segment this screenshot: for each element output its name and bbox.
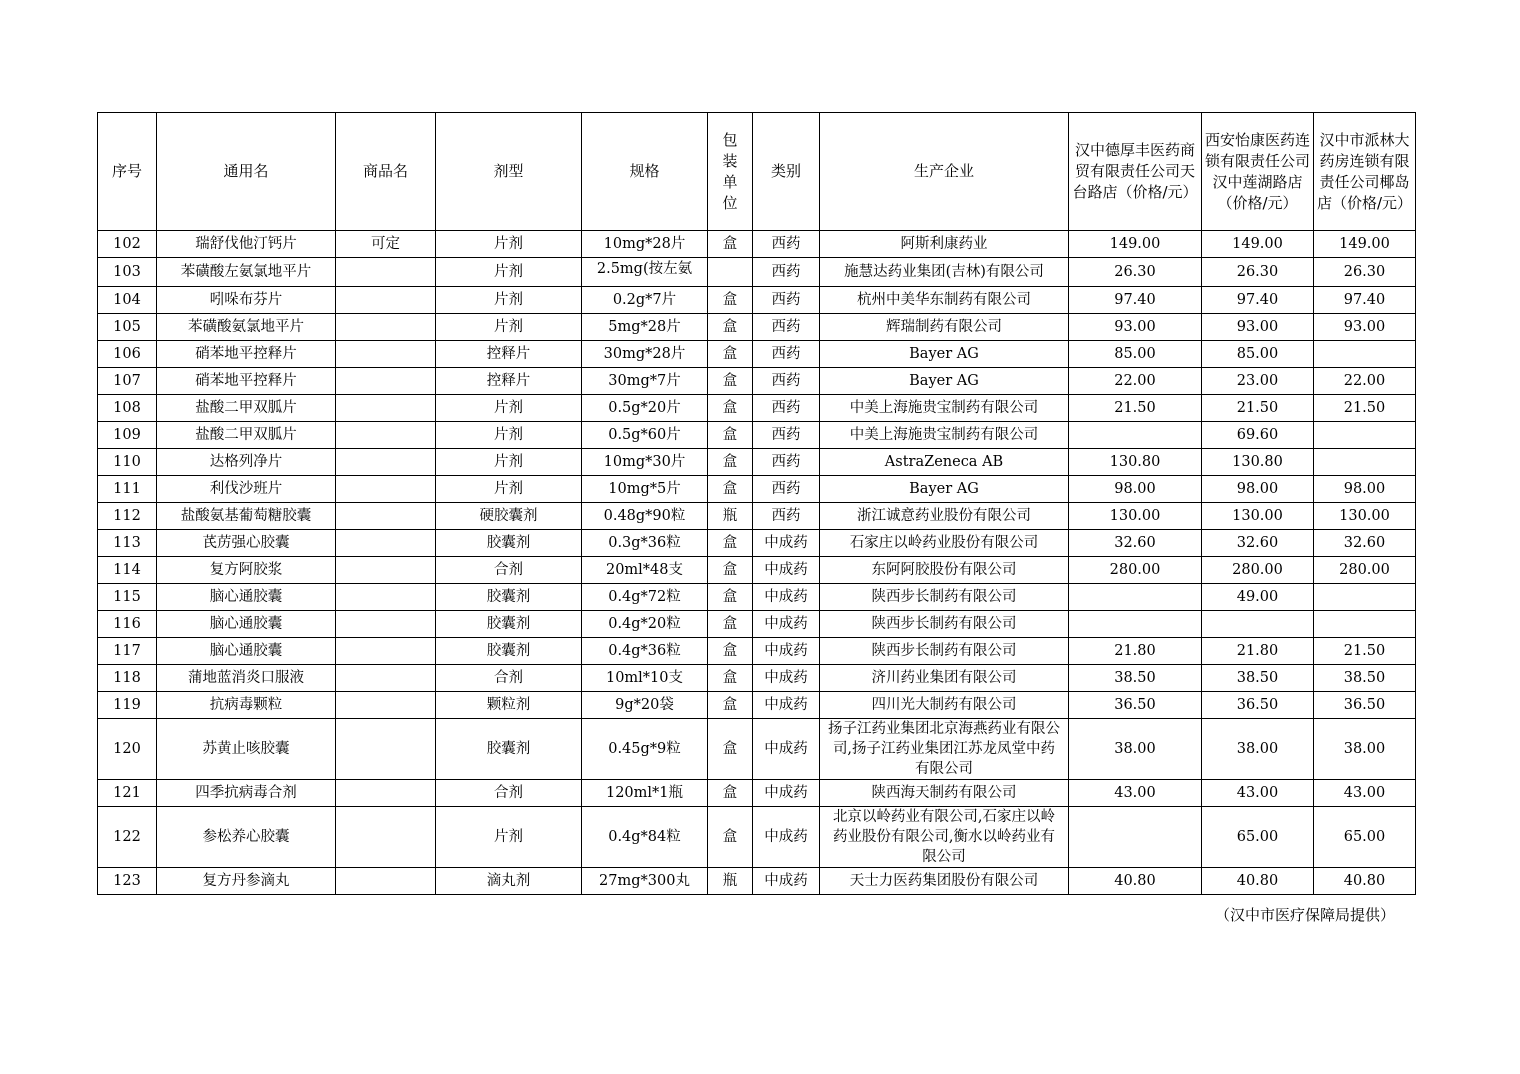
row-price-store-3: 32.60 bbox=[1314, 530, 1416, 557]
table-row bbox=[98, 868, 1416, 895]
row-price-store-1: 149.00 bbox=[1069, 231, 1202, 258]
row-unit: 盒 bbox=[708, 692, 753, 719]
row-trade-name bbox=[336, 341, 436, 368]
table-row bbox=[98, 341, 1416, 368]
row-price-store-1: 36.50 bbox=[1069, 692, 1202, 719]
row-category: 中成药 bbox=[753, 719, 820, 780]
row-unit: 盒 bbox=[708, 807, 753, 868]
row-price-store-3: 97.40 bbox=[1314, 287, 1416, 314]
row-trade-name bbox=[336, 611, 436, 638]
row-dosage-form: 片剂 bbox=[436, 287, 582, 314]
row-unit: 盒 bbox=[708, 422, 753, 449]
row-trade-name bbox=[336, 476, 436, 503]
row-generic-name: 脑心通胶囊 bbox=[157, 611, 336, 638]
row-price-store-3: 38.00 bbox=[1314, 719, 1416, 780]
table-row bbox=[98, 584, 1416, 611]
row-seq: 112 bbox=[98, 503, 157, 530]
row-seq: 106 bbox=[98, 341, 157, 368]
row-price-store-1 bbox=[1069, 584, 1202, 611]
header-store-3: 汉中市派林大药房连锁有限责任公司椰岛店（价格/元） bbox=[1314, 113, 1416, 231]
row-category: 西药 bbox=[753, 258, 820, 287]
row-price-store-2: 69.60 bbox=[1202, 422, 1314, 449]
row-generic-name: 抗病毒颗粒 bbox=[157, 692, 336, 719]
row-price-store-2: 98.00 bbox=[1202, 476, 1314, 503]
row-spec: 10mg*5片 bbox=[582, 476, 708, 503]
row-unit: 盒 bbox=[708, 611, 753, 638]
row-seq: 107 bbox=[98, 368, 157, 395]
row-generic-name: 苏黄止咳胶囊 bbox=[157, 719, 336, 780]
row-dosage-form: 硬胶囊剂 bbox=[436, 503, 582, 530]
row-seq: 123 bbox=[98, 868, 157, 895]
row-category: 中成药 bbox=[753, 780, 820, 807]
row-category: 中成药 bbox=[753, 584, 820, 611]
row-trade-name bbox=[336, 258, 436, 287]
row-price-store-1: 32.60 bbox=[1069, 530, 1202, 557]
row-seq: 103 bbox=[98, 258, 157, 287]
row-price-store-2: 280.00 bbox=[1202, 557, 1314, 584]
row-spec: 0.2g*7片 bbox=[582, 287, 708, 314]
table-row bbox=[98, 530, 1416, 557]
row-dosage-form: 片剂 bbox=[436, 314, 582, 341]
row-spec: 27mg*300丸 bbox=[582, 868, 708, 895]
row-manufacturer: 施慧达药业集团(吉林)有限公司 bbox=[820, 258, 1069, 287]
row-manufacturer: 北京以岭药业有限公司,石家庄以岭药业股份有限公司,衡水以岭药业有限公司 bbox=[820, 807, 1069, 868]
row-trade-name bbox=[336, 665, 436, 692]
table-row bbox=[98, 368, 1416, 395]
row-trade-name bbox=[336, 314, 436, 341]
row-trade-name bbox=[336, 584, 436, 611]
row-price-store-3: 36.50 bbox=[1314, 692, 1416, 719]
table-row bbox=[98, 231, 1416, 258]
row-generic-name: 盐酸氨基葡萄糖胶囊 bbox=[157, 503, 336, 530]
row-manufacturer: 石家庄以岭药业股份有限公司 bbox=[820, 530, 1069, 557]
row-price-store-1: 130.00 bbox=[1069, 503, 1202, 530]
header-seq: 序号 bbox=[98, 113, 157, 231]
row-generic-name: 硝苯地平控释片 bbox=[157, 341, 336, 368]
row-dosage-form: 滴丸剂 bbox=[436, 868, 582, 895]
row-price-store-3 bbox=[1314, 422, 1416, 449]
row-price-store-2: 38.00 bbox=[1202, 719, 1314, 780]
row-generic-name: 脑心通胶囊 bbox=[157, 638, 336, 665]
row-spec: 0.45g*9粒 bbox=[582, 719, 708, 780]
row-price-store-1: 280.00 bbox=[1069, 557, 1202, 584]
table-row bbox=[98, 807, 1416, 868]
header-generic-name: 通用名 bbox=[157, 113, 336, 231]
row-price-store-2: 21.50 bbox=[1202, 395, 1314, 422]
row-manufacturer: 东阿阿胶股份有限公司 bbox=[820, 557, 1069, 584]
row-manufacturer: 陕西步长制药有限公司 bbox=[820, 638, 1069, 665]
row-price-store-3: 65.00 bbox=[1314, 807, 1416, 868]
row-spec: 0.4g*20粒 bbox=[582, 611, 708, 638]
row-price-store-2: 43.00 bbox=[1202, 780, 1314, 807]
row-dosage-form: 胶囊剂 bbox=[436, 584, 582, 611]
row-manufacturer: 四川光大制药有限公司 bbox=[820, 692, 1069, 719]
row-price-store-3: 130.00 bbox=[1314, 503, 1416, 530]
row-seq: 109 bbox=[98, 422, 157, 449]
row-price-store-3: 43.00 bbox=[1314, 780, 1416, 807]
row-price-store-3: 149.00 bbox=[1314, 231, 1416, 258]
table-row bbox=[98, 665, 1416, 692]
row-manufacturer: 济川药业集团有限公司 bbox=[820, 665, 1069, 692]
row-dosage-form: 片剂 bbox=[436, 231, 582, 258]
row-price-store-2: 23.00 bbox=[1202, 368, 1314, 395]
row-price-store-2: 40.80 bbox=[1202, 868, 1314, 895]
row-seq: 108 bbox=[98, 395, 157, 422]
row-price-store-1 bbox=[1069, 611, 1202, 638]
row-generic-name: 苯磺酸左氨氯地平片 bbox=[157, 258, 336, 287]
row-unit: 盒 bbox=[708, 557, 753, 584]
row-price-store-2: 149.00 bbox=[1202, 231, 1314, 258]
row-dosage-form: 胶囊剂 bbox=[436, 638, 582, 665]
row-price-store-1: 21.50 bbox=[1069, 395, 1202, 422]
table-row bbox=[98, 395, 1416, 422]
row-price-store-2: 97.40 bbox=[1202, 287, 1314, 314]
row-trade-name bbox=[336, 422, 436, 449]
row-dosage-form: 片剂 bbox=[436, 395, 582, 422]
row-price-store-1: 38.50 bbox=[1069, 665, 1202, 692]
row-manufacturer: AstraZeneca AB bbox=[820, 449, 1069, 476]
row-trade-name bbox=[336, 868, 436, 895]
row-dosage-form: 控释片 bbox=[436, 341, 582, 368]
row-dosage-form: 合剂 bbox=[436, 557, 582, 584]
row-trade-name bbox=[336, 449, 436, 476]
table-row bbox=[98, 422, 1416, 449]
row-price-store-2: 38.50 bbox=[1202, 665, 1314, 692]
row-trade-name bbox=[336, 719, 436, 780]
row-unit: 瓶 bbox=[708, 503, 753, 530]
row-category: 中成药 bbox=[753, 557, 820, 584]
row-spec: 0.4g*72粒 bbox=[582, 584, 708, 611]
row-category: 西药 bbox=[753, 422, 820, 449]
row-trade-name bbox=[336, 557, 436, 584]
row-category: 中成药 bbox=[753, 868, 820, 895]
row-price-store-1: 85.00 bbox=[1069, 341, 1202, 368]
row-manufacturer: 天士力医药集团股份有限公司 bbox=[820, 868, 1069, 895]
row-spec: 0.48g*90粒 bbox=[582, 503, 708, 530]
row-manufacturer: 中美上海施贵宝制药有限公司 bbox=[820, 422, 1069, 449]
row-trade-name: 可定 bbox=[336, 231, 436, 258]
row-dosage-form: 颗粒剂 bbox=[436, 692, 582, 719]
table-row bbox=[98, 503, 1416, 530]
row-manufacturer: 辉瑞制药有限公司 bbox=[820, 314, 1069, 341]
row-generic-name: 蒲地蓝消炎口服液 bbox=[157, 665, 336, 692]
row-generic-name: 苯磺酸氨氯地平片 bbox=[157, 314, 336, 341]
table-row bbox=[98, 258, 1416, 287]
row-price-store-3: 21.50 bbox=[1314, 638, 1416, 665]
row-price-store-1: 26.30 bbox=[1069, 258, 1202, 287]
row-seq: 121 bbox=[98, 780, 157, 807]
row-seq: 111 bbox=[98, 476, 157, 503]
row-category: 西药 bbox=[753, 395, 820, 422]
row-manufacturer: 扬子江药业集团北京海燕药业有限公司,扬子江药业集团江苏龙凤堂中药有限公司 bbox=[820, 719, 1069, 780]
row-generic-name: 参松养心胶囊 bbox=[157, 807, 336, 868]
row-seq: 122 bbox=[98, 807, 157, 868]
price-table bbox=[97, 112, 1416, 895]
row-generic-name: 四季抗病毒合剂 bbox=[157, 780, 336, 807]
row-manufacturer: 陕西步长制药有限公司 bbox=[820, 611, 1069, 638]
row-unit bbox=[708, 258, 753, 287]
row-spec: 10mg*28片 bbox=[582, 231, 708, 258]
row-manufacturer: Bayer AG bbox=[820, 476, 1069, 503]
row-price-store-3: 93.00 bbox=[1314, 314, 1416, 341]
row-price-store-3 bbox=[1314, 611, 1416, 638]
row-price-store-3: 26.30 bbox=[1314, 258, 1416, 287]
table-row bbox=[98, 287, 1416, 314]
row-unit: 盒 bbox=[708, 780, 753, 807]
row-manufacturer: 中美上海施贵宝制药有限公司 bbox=[820, 395, 1069, 422]
row-spec: 0.4g*84粒 bbox=[582, 807, 708, 868]
header-unit: 包装单位 bbox=[708, 113, 753, 231]
row-price-store-3 bbox=[1314, 449, 1416, 476]
row-trade-name bbox=[336, 395, 436, 422]
row-manufacturer: 浙江诚意药业股份有限公司 bbox=[820, 503, 1069, 530]
row-trade-name bbox=[336, 287, 436, 314]
row-trade-name bbox=[336, 530, 436, 557]
row-dosage-form: 合剂 bbox=[436, 780, 582, 807]
row-spec: 10ml*10支 bbox=[582, 665, 708, 692]
row-dosage-form: 胶囊剂 bbox=[436, 611, 582, 638]
row-unit: 盒 bbox=[708, 476, 753, 503]
row-seq: 105 bbox=[98, 314, 157, 341]
row-category: 中成药 bbox=[753, 530, 820, 557]
row-manufacturer: 陕西海天制药有限公司 bbox=[820, 780, 1069, 807]
table-row bbox=[98, 314, 1416, 341]
row-generic-name: 盐酸二甲双胍片 bbox=[157, 422, 336, 449]
row-price-store-3 bbox=[1314, 584, 1416, 611]
row-trade-name bbox=[336, 503, 436, 530]
row-generic-name: 脑心通胶囊 bbox=[157, 584, 336, 611]
row-category: 西药 bbox=[753, 341, 820, 368]
header-category: 类别 bbox=[753, 113, 820, 231]
row-price-store-2: 93.00 bbox=[1202, 314, 1314, 341]
row-unit: 瓶 bbox=[708, 868, 753, 895]
row-price-store-3 bbox=[1314, 341, 1416, 368]
row-category: 西药 bbox=[753, 231, 820, 258]
row-generic-name: 硝苯地平控释片 bbox=[157, 368, 336, 395]
header-manufacturer: 生产企业 bbox=[820, 113, 1069, 231]
row-category: 中成药 bbox=[753, 807, 820, 868]
row-unit: 盒 bbox=[708, 584, 753, 611]
row-price-store-2 bbox=[1202, 611, 1314, 638]
row-price-store-2: 36.50 bbox=[1202, 692, 1314, 719]
row-seq: 110 bbox=[98, 449, 157, 476]
row-generic-name: 达格列净片 bbox=[157, 449, 336, 476]
row-dosage-form: 胶囊剂 bbox=[436, 719, 582, 780]
row-trade-name bbox=[336, 780, 436, 807]
row-price-store-2: 26.30 bbox=[1202, 258, 1314, 287]
header-trade-name: 商品名 bbox=[336, 113, 436, 231]
row-unit: 盒 bbox=[708, 341, 753, 368]
row-category: 西药 bbox=[753, 314, 820, 341]
row-seq: 113 bbox=[98, 530, 157, 557]
table-row bbox=[98, 780, 1416, 807]
row-category: 西药 bbox=[753, 368, 820, 395]
row-price-store-2: 49.00 bbox=[1202, 584, 1314, 611]
row-category: 西药 bbox=[753, 449, 820, 476]
row-price-store-1 bbox=[1069, 422, 1202, 449]
row-unit: 盒 bbox=[708, 231, 753, 258]
row-trade-name bbox=[336, 638, 436, 665]
row-generic-name: 芪苈强心胶囊 bbox=[157, 530, 336, 557]
row-dosage-form: 胶囊剂 bbox=[436, 530, 582, 557]
row-generic-name: 复方阿胶浆 bbox=[157, 557, 336, 584]
row-price-store-3: 280.00 bbox=[1314, 557, 1416, 584]
row-seq: 120 bbox=[98, 719, 157, 780]
row-spec: 0.3g*36粒 bbox=[582, 530, 708, 557]
row-category: 西药 bbox=[753, 476, 820, 503]
row-price-store-3: 22.00 bbox=[1314, 368, 1416, 395]
row-price-store-1: 43.00 bbox=[1069, 780, 1202, 807]
row-price-store-2: 85.00 bbox=[1202, 341, 1314, 368]
row-price-store-1: 22.00 bbox=[1069, 368, 1202, 395]
table-row bbox=[98, 719, 1416, 780]
row-dosage-form: 片剂 bbox=[436, 449, 582, 476]
row-price-store-1: 97.40 bbox=[1069, 287, 1202, 314]
row-price-store-1: 40.80 bbox=[1069, 868, 1202, 895]
row-price-store-3: 98.00 bbox=[1314, 476, 1416, 503]
table-row bbox=[98, 638, 1416, 665]
row-spec: 0.5g*20片 bbox=[582, 395, 708, 422]
row-category: 中成药 bbox=[753, 638, 820, 665]
row-spec: 20ml*48支 bbox=[582, 557, 708, 584]
row-price-store-1: 98.00 bbox=[1069, 476, 1202, 503]
row-price-store-1: 130.80 bbox=[1069, 449, 1202, 476]
row-dosage-form: 片剂 bbox=[436, 422, 582, 449]
row-dosage-form: 控释片 bbox=[436, 368, 582, 395]
row-price-store-1: 93.00 bbox=[1069, 314, 1202, 341]
row-spec: 30mg*28片 bbox=[582, 341, 708, 368]
row-manufacturer: 杭州中美华东制药有限公司 bbox=[820, 287, 1069, 314]
row-manufacturer: 阿斯利康药业 bbox=[820, 231, 1069, 258]
row-spec: 0.5g*60片 bbox=[582, 422, 708, 449]
row-price-store-1: 21.80 bbox=[1069, 638, 1202, 665]
table-row bbox=[98, 692, 1416, 719]
row-unit: 盒 bbox=[708, 287, 753, 314]
row-seq: 104 bbox=[98, 287, 157, 314]
row-price-store-2: 130.80 bbox=[1202, 449, 1314, 476]
row-price-store-3: 21.50 bbox=[1314, 395, 1416, 422]
row-spec: 120ml*1瓶 bbox=[582, 780, 708, 807]
row-price-store-1: 38.00 bbox=[1069, 719, 1202, 780]
row-seq: 119 bbox=[98, 692, 157, 719]
row-spec: 10mg*30片 bbox=[582, 449, 708, 476]
table-row bbox=[98, 449, 1416, 476]
row-manufacturer: Bayer AG bbox=[820, 368, 1069, 395]
row-spec bbox=[582, 258, 708, 287]
row-spec-text: 2.5mg(按左氨 bbox=[596, 261, 693, 277]
row-unit: 盒 bbox=[708, 395, 753, 422]
row-seq: 114 bbox=[98, 557, 157, 584]
row-dosage-form: 片剂 bbox=[436, 476, 582, 503]
row-seq: 117 bbox=[98, 638, 157, 665]
row-category: 西药 bbox=[753, 287, 820, 314]
row-generic-name: 盐酸二甲双胍片 bbox=[157, 395, 336, 422]
row-unit: 盒 bbox=[708, 530, 753, 557]
row-generic-name: 瑞舒伐他汀钙片 bbox=[157, 231, 336, 258]
row-price-store-2: 32.60 bbox=[1202, 530, 1314, 557]
row-category: 中成药 bbox=[753, 692, 820, 719]
row-trade-name bbox=[336, 807, 436, 868]
row-seq: 118 bbox=[98, 665, 157, 692]
row-unit: 盒 bbox=[708, 368, 753, 395]
row-generic-name: 吲哚布芬片 bbox=[157, 287, 336, 314]
header-dosage-form: 剂型 bbox=[436, 113, 582, 231]
row-unit: 盒 bbox=[708, 719, 753, 780]
row-trade-name bbox=[336, 692, 436, 719]
table-row bbox=[98, 557, 1416, 584]
row-price-store-2: 21.80 bbox=[1202, 638, 1314, 665]
row-category: 中成药 bbox=[753, 665, 820, 692]
row-spec: 0.4g*36粒 bbox=[582, 638, 708, 665]
header-store-2: 西安怡康医药连锁有限责任公司汉中莲湖路店（价格/元） bbox=[1202, 113, 1314, 231]
row-trade-name bbox=[336, 368, 436, 395]
table-row bbox=[98, 611, 1416, 638]
row-unit: 盒 bbox=[708, 449, 753, 476]
header-spec: 规格 bbox=[582, 113, 708, 231]
row-spec: 30mg*7片 bbox=[582, 368, 708, 395]
row-generic-name: 利伐沙班片 bbox=[157, 476, 336, 503]
row-seq: 116 bbox=[98, 611, 157, 638]
row-price-store-2: 130.00 bbox=[1202, 503, 1314, 530]
row-category: 中成药 bbox=[753, 611, 820, 638]
row-price-store-3: 38.50 bbox=[1314, 665, 1416, 692]
row-price-store-3: 40.80 bbox=[1314, 868, 1416, 895]
row-dosage-form: 合剂 bbox=[436, 665, 582, 692]
row-price-store-1 bbox=[1069, 807, 1202, 868]
row-category: 西药 bbox=[753, 503, 820, 530]
row-manufacturer: 陕西步长制药有限公司 bbox=[820, 584, 1069, 611]
table-row bbox=[98, 476, 1416, 503]
header-row bbox=[98, 113, 1416, 231]
row-unit: 盒 bbox=[708, 314, 753, 341]
row-dosage-form: 片剂 bbox=[436, 807, 582, 868]
header-store-1: 汉中德厚丰医药商贸有限责任公司天台路店（价格/元） bbox=[1069, 113, 1202, 231]
row-unit: 盒 bbox=[708, 665, 753, 692]
row-spec: 5mg*28片 bbox=[582, 314, 708, 341]
row-unit: 盒 bbox=[708, 638, 753, 665]
row-generic-name: 复方丹参滴丸 bbox=[157, 868, 336, 895]
source-note: （汉中市医疗保障局提供） bbox=[1214, 906, 1395, 924]
row-manufacturer: Bayer AG bbox=[820, 341, 1069, 368]
row-seq: 102 bbox=[98, 231, 157, 258]
row-price-store-2: 65.00 bbox=[1202, 807, 1314, 868]
row-spec: 9g*20袋 bbox=[582, 692, 708, 719]
row-dosage-form: 片剂 bbox=[436, 258, 582, 287]
row-seq: 115 bbox=[98, 584, 157, 611]
